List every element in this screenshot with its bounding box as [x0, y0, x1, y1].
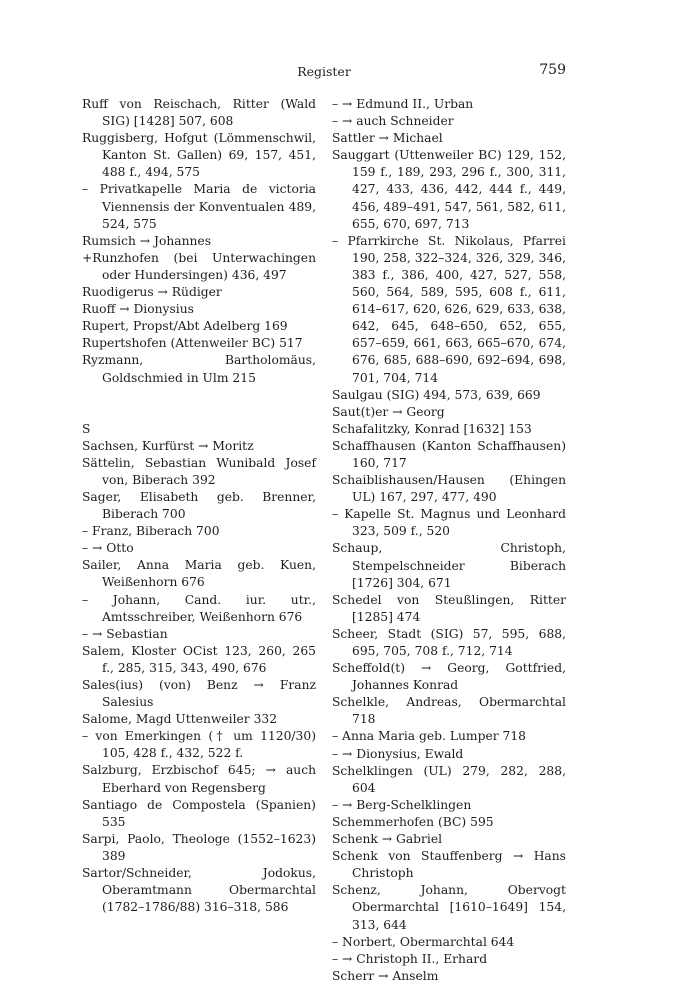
index-entry: Sailer, Anna Maria geb. Kuen, Weißenhorn 676 — [82, 558, 316, 590]
index-subentry: – Franz, Biberach 700 — [82, 524, 220, 539]
index-entry: Sartor/Schneider, Jodokus, Oberamtmann Obermarchtal (1782–1786/88) 316–318, 586 — [82, 866, 316, 915]
index-entry: Schedel von Steußlingen, Ritter [1285] 474 — [332, 592, 566, 624]
index-entry: Sarpi, Paolo, Theologe (1552–1623) 389 — [82, 831, 316, 863]
index-entry: Salzburg, Erzbischof 645; → auch Eberhard von Regensberg — [82, 763, 316, 795]
index-subentry: – → Dionysius, Ewald — [332, 746, 464, 761]
index-entry: Saut(t)er → Georg — [332, 404, 445, 419]
index-entry: Ruodigerus → Rüdiger — [82, 285, 222, 300]
index-entry: Rupertshofen (Attenweiler BC) 517 — [82, 336, 303, 351]
index-entry: Schelkle, Andreas, Obermarchtal 718 — [332, 695, 566, 727]
index-subentry: – Norbert, Obermarchtal 644 — [332, 934, 515, 949]
index-subentry: – von Emerkingen († um 1120/30) 105, 428 f., 432, 522 f. — [82, 729, 316, 761]
index-subentry: – → auch Schneider — [332, 114, 454, 129]
index-column-right — [332, 96, 566, 985]
index-subentry: – → Edmund II., Urban — [332, 97, 474, 111]
index-column-left — [82, 96, 316, 916]
index-entry: Schenz, Johann, Obervogt Obermarchtal [1610–1649] 154, 313, 644 — [332, 883, 566, 932]
index-entry: Sauggart (Uttenweiler BC) 129, 152, 159 f., 189, 293, 296 f., 300, 311, 427, 433, 436, 442, 444 f., 449, 456, 489–491, 547, 561, 582, 611, 655, 670, 697, 713 — [332, 148, 566, 231]
index-entry: Santiago de Compostela (Spanien) 535 — [82, 797, 316, 829]
index-entry: Ruoff → Dionysius — [82, 302, 194, 317]
index-subentry: – → Christoph II., Erhard — [332, 951, 488, 966]
index-entry: Sättelin, Sebastian Wunibald Josef von, Biberach 392 — [82, 455, 316, 487]
index-entry: Sattler → Michael — [332, 131, 443, 146]
index-entry: Scheffold(t) → Georg, Gottfried, Johannes Konrad — [332, 661, 566, 693]
index-entry: Ryzmann, Bartholomäus, Goldschmied in Ulm 215 — [82, 353, 316, 385]
page-number: 759 — [539, 62, 566, 78]
index-subentry: – → Otto — [82, 541, 134, 556]
section-spacer — [82, 387, 316, 421]
index-entry: Schaiblishausen/Hausen (Ehingen UL) 167, 297, 477, 490 — [332, 473, 566, 505]
index-entry: Schemmerhofen (BC) 595 — [332, 814, 494, 829]
index-entry: Rupert, Propst/Abt Adelberg 169 — [82, 319, 288, 334]
index-entry: +Runzhofen (bei Unterwachingen oder Hundersingen) 436, 497 — [82, 250, 316, 282]
index-entry: Schelklingen (UL) 279, 282, 288, 604 — [332, 763, 566, 795]
section-letter: S — [82, 421, 91, 436]
index-subentry: – Pfarrkirche St. Nikolaus, Pfarrei 190, 258, 322–324, 326, 329, 346, 383 f., 386, 400, 427, 527, 558, 560, 564, 589, 595, 608 f., 611, 614–617, 620, 626, 629, 633, 638, 642, 645, 648–650, 652, 655, 657–659, 661, 663, 665–670, 674, 676, 685, 688–690, 692–694, 698, 701, 704, 714 — [332, 233, 566, 385]
index-entry: Ruff von Reischach, Ritter (Wald SIG) [1428] 507, 608 — [82, 97, 316, 129]
index-subentry: – → Sebastian — [82, 626, 168, 641]
index-entry: Saulgau (SIG) 494, 573, 639, 669 — [332, 387, 541, 402]
index-entry: Scherr → Anselm — [332, 968, 439, 983]
index-entry: Sager, Elisabeth geb. Brenner, Biberach 700 — [82, 489, 316, 522]
running-title: Register — [297, 64, 351, 79]
index-entry: Schenk → Gabriel — [332, 832, 443, 847]
index-entry: Ruggisberg, Hofgut (Lömmenschwil, Kanton St. Gallen) 69, 157, 451, 488 f., 494, 575 — [82, 131, 316, 180]
index-entry: Sachsen, Kurfürst → Moritz — [82, 438, 254, 453]
index-entry: Salem, Kloster OCist 123, 260, 265 f., 285, 315, 343, 490, 676 — [82, 643, 316, 675]
index-entry: Schafalitzky, Konrad [1632] 153 — [332, 421, 532, 436]
index-entry: Sales(ius) (von) Benz → Franz Salesius — [82, 678, 316, 710]
index-entry: Salome, Magd Uttenweiler 332 — [82, 712, 278, 727]
index-entry: Scheer, Stadt (SIG) 57, 595, 688, 695, 705, 708 f., 712, 714 — [332, 626, 566, 658]
index-subentry: – Johann, Cand. iur. utr., Amtsschreiber, Weißenhorn 676 — [82, 592, 316, 624]
index-entry: Rumsich → Johannes — [82, 233, 212, 248]
index-subentry: – → Berg-Schelklingen — [332, 797, 472, 812]
index-entry: Schaffhausen (Kanton Schaffhausen) 160, 717 — [332, 438, 566, 470]
index-subentry: – Privatkapelle Maria de victoria Viennensis der Konventualen 489, 524, 575 — [82, 182, 316, 231]
running-header — [82, 63, 566, 81]
index-subentry: – Anna Maria geb. Lumper 718 — [332, 729, 526, 744]
index-entry: Schenk von Stauffenberg → Hans Christoph — [332, 849, 566, 881]
index-subentry: – Kapelle St. Magnus und Leonhard 323, 509 f., 520 — [332, 507, 566, 539]
index-entry: Schaup, Christoph, Stempelschneider Biberach [1726] 304, 671 — [332, 541, 566, 590]
